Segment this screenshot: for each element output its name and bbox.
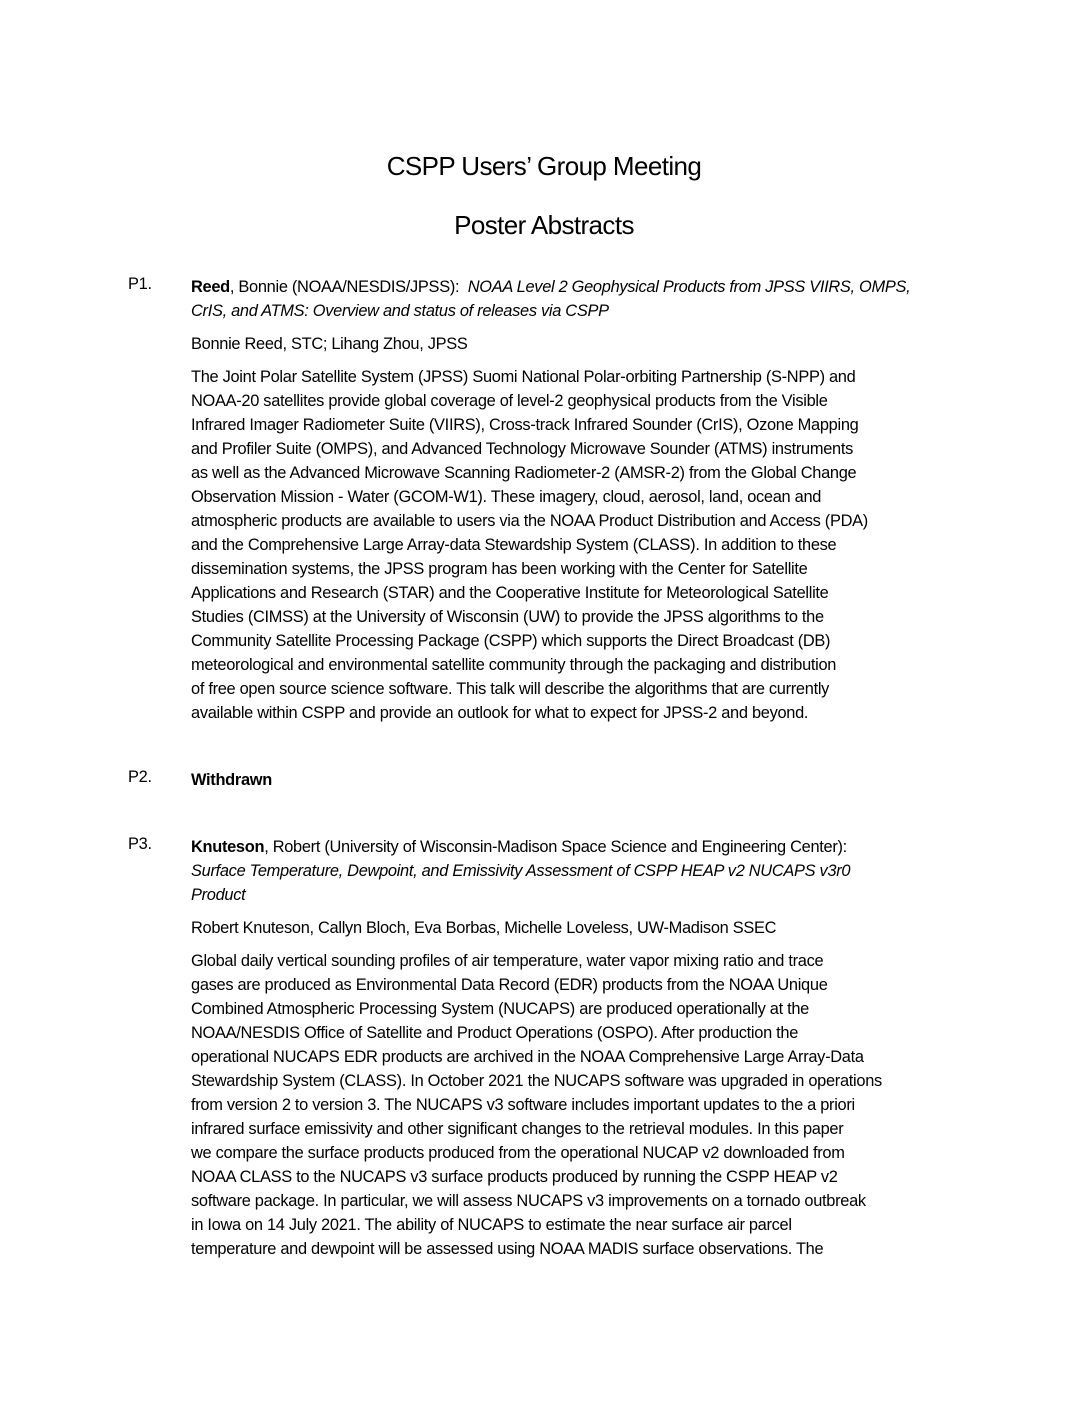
abstract-line: meteorological and environmental satellite community through the packaging and distribution — [191, 656, 837, 674]
presenter-last-name: Reed — [191, 278, 230, 296]
abstract-line: from version 2 to version 3. The NUCAPS v3 software includes important updates to the a priori — [191, 1096, 855, 1114]
abstract-line: in Iowa on 14 July 2021. The ability of NUCAPS to estimate the near surface air parcel — [191, 1216, 792, 1234]
abstract-line: Applications and Research (STAR) and the Cooperative Institute for Meteorological Satellite — [191, 584, 829, 602]
abstract-line: NOAA-20 satellites provide global coverage of level-2 geophysical products from the Visible — [191, 392, 828, 410]
abstract-line: software package. In particular, we will assess NUCAPS v3 improvements on a tornado outbreak — [191, 1192, 866, 1210]
talk-title-line: Surface Temperature, Dewpoint, and Emissivity Assessment of CSPP HEAP v2 NUCAPS v3r0 — [191, 862, 851, 880]
entry-heading-line-1 — [191, 275, 961, 299]
presenter-details: , Bonnie (NOAA/NESDIS/JPSS): — [229, 278, 460, 296]
entry-status: Withdrawn — [191, 771, 272, 789]
abstract-line: Studies (CIMSS) at the University of Wisconsin (UW) to provide the JPSS algorithms to the — [191, 608, 824, 626]
abstract-line: temperature and dewpoint will be assessed using NOAA MADIS surface observations. The — [191, 1240, 824, 1258]
talk-title-line: NOAA Level 2 Geophysical Products from JPSS VIIRS, OMPS, — [467, 278, 911, 296]
abstract-line: gases are produced as Environmental Data Record (EDR) products from the NOAA Unique — [191, 976, 828, 994]
abstract-line: as well as the Advanced Microwave Scanning Radiometer-2 (AMSR-2) from the Global Change — [191, 464, 857, 482]
abstract-line: dissemination systems, the JPSS program has been working with the Center for Satellite — [191, 560, 808, 578]
entry-abstract — [191, 949, 961, 1261]
abstract-line: Observation Mission - Water (GCOM-W1). These imagery, cloud, aerosol, land, ocean and — [191, 488, 822, 506]
page-subtitle: Poster Abstracts — [454, 210, 634, 240]
entry-body — [191, 275, 961, 725]
abstract-line: NOAA/NESDIS Office of Satellite and Product Operations (OSPO). After production the — [191, 1024, 799, 1042]
entry-body — [191, 768, 961, 792]
entry-heading-line-1 — [191, 835, 961, 859]
abstract-line: Stewardship System (CLASS). In October 2021 the NUCAPS software was upgraded in operations — [191, 1072, 882, 1090]
entry-number: P3. — [128, 835, 152, 853]
entry-number: P1. — [128, 275, 152, 293]
talk-title-line: Product — [191, 886, 246, 904]
abstract-line: Global daily vertical sounding profiles of air temperature, water vapor mixing ratio and trace — [191, 952, 824, 970]
abstract-line: Combined Atmospheric Processing System (NUCAPS) are produced operationally at the — [191, 1000, 809, 1018]
presenter-details: , Robert (University of Wisconsin-Madison Space Science and Engineering Center): — [264, 838, 847, 856]
presenter-last-name: Knuteson — [191, 838, 265, 856]
abstract-line: available within CSPP and provide an outlook for what to expect for JPSS-2 and beyond. — [191, 704, 809, 722]
abstract-line: atmospheric products are available to users via the NOAA Product Distribution and Access (PDA) — [191, 512, 868, 530]
entry-authors: Bonnie Reed, STC; Lihang Zhou, JPSS — [191, 335, 468, 353]
abstract-line: NOAA CLASS to the NUCAPS v3 surface products produced by running the CSPP HEAP v2 — [191, 1168, 838, 1186]
abstract-line: we compare the surface products produced from the operational NUCAP v2 downloaded from — [191, 1144, 845, 1162]
page-title: CSPP Users’ Group Meeting — [386, 151, 702, 181]
abstract-line: The Joint Polar Satellite System (JPSS) Suomi National Polar-orbiting Partnership (S-NPP) and — [191, 368, 856, 386]
abstract-line: Infrared Imager Radiometer Suite (VIIRS), Cross-track Infrared Sounder (CrIS), Ozone Mapping — [191, 416, 859, 434]
abstract-line: of free open source science software. This talk will describe the algorithms that are currently — [191, 680, 830, 698]
abstract-line: operational NUCAPS EDR products are archived in the NOAA Comprehensive Large Array-Data — [191, 1048, 864, 1066]
entry-number: P2. — [128, 768, 152, 786]
talk-title-line: CrIS, and ATMS: Overview and status of releases via CSPP — [191, 302, 609, 320]
entry-body — [191, 835, 961, 1261]
entry-authors: Robert Knuteson, Callyn Bloch, Eva Borbas, Michelle Loveless, UW-Madison SSEC — [191, 919, 777, 937]
abstract-line: Community Satellite Processing Package (CSPP) which supports the Direct Broadcast (DB) — [191, 632, 831, 650]
abstract-line: and the Comprehensive Large Array-data Stewardship System (CLASS). In addition to these — [191, 536, 837, 554]
abstract-line: and Profiler Suite (OMPS), and Advanced Technology Microwave Sounder (ATMS) instruments — [191, 440, 854, 458]
entry-abstract — [191, 365, 961, 725]
abstract-line: infrared surface emissivity and other significant changes to the retrieval modules. In this paper — [191, 1120, 844, 1138]
